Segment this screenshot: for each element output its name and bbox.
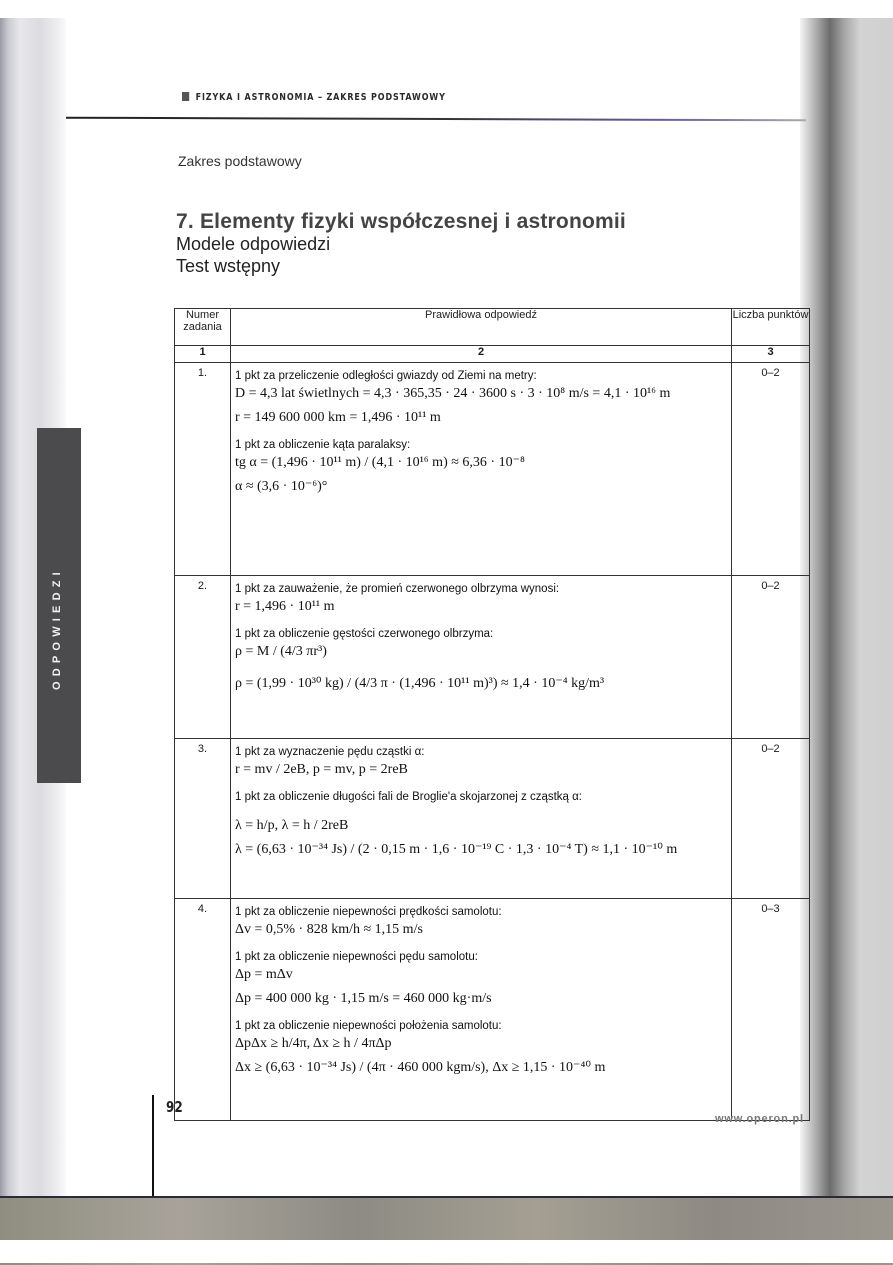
- square-bullet-icon: [182, 92, 189, 101]
- task-number: 3.: [175, 739, 231, 899]
- scan-margin-top: [0, 0, 893, 18]
- running-head: [182, 92, 446, 103]
- answer-cell: [231, 363, 732, 576]
- col-index-1: 1: [175, 346, 231, 363]
- task-number: 1.: [175, 363, 231, 576]
- equation: tg α = (1,496 · 10¹¹ m) / (4,1 · 10¹⁶ m) ≈ 6,36 · 10⁻⁸: [235, 455, 525, 470]
- criterion: 1 pkt za wyznaczenie pędu cząstki α:: [235, 746, 425, 758]
- equation: D = 4,3 lat świetlnych = 4,3 · 365,35 · 24 · 3600 s · 3 · 10⁸ m/s = 4,1 · 10¹⁶ m: [235, 386, 671, 401]
- criterion: 1 pkt za przeliczenie odległości gwiazdy od Ziemi na metry:: [235, 370, 537, 382]
- equation: ρ = (1,99 · 10³⁰ kg) / (4/3 π · (1,496 · 10¹¹ m)³) ≈ 1,4 · 10⁻⁴ kg/m³: [235, 676, 605, 691]
- points-range: 0–2: [732, 363, 810, 576]
- table-header-row: [175, 309, 810, 346]
- equation: ΔpΔx ≥ h/4π, Δx ≥ h / 4πΔp: [235, 1036, 392, 1051]
- book-spine-shadow: [800, 18, 893, 1198]
- criterion: 1 pkt za obliczenie gęstości czerwonego olbrzyma:: [235, 628, 494, 640]
- footer-rule: [152, 1095, 154, 1198]
- table-row: [175, 899, 810, 1121]
- scan-margin-bottom: [0, 1240, 893, 1263]
- criterion: 1 pkt za obliczenie długości fali de Broglie'a skojarzonej z cząstką α:: [235, 791, 582, 803]
- task-number: 4.: [175, 899, 231, 1121]
- col-header-number: Numer zadania: [175, 309, 231, 346]
- equation: λ = (6,63 · 10⁻³⁴ Js) / (2 · 0,15 m · 1,6 · 10⁻¹⁹ C · 1,3 · 10⁻⁴ T) ≈ 1,1 · 10⁻¹⁰ m: [235, 842, 678, 857]
- running-head-text: FIZYKA I ASTRONOMIA – ZAKRES PODSTAWOWY: [195, 92, 446, 103]
- points-range: 0–2: [732, 739, 810, 899]
- equation: r = mv / 2eB, p = mv, p = 2reB: [235, 762, 408, 777]
- column-index-row: [175, 346, 810, 363]
- equation: λ = h/p, λ = h / 2reB: [235, 818, 349, 833]
- col-header-points: Liczba punktów: [732, 309, 810, 346]
- equation: Δx ≥ (6,63 · 10⁻³⁴ Js) / (4π · 460 000 kgm/s), Δx ≥ 1,15 · 10⁻⁴⁰ m: [235, 1060, 606, 1075]
- answer-cell: [231, 899, 732, 1121]
- task-number: 2.: [175, 576, 231, 739]
- equation: Δp = mΔv: [235, 967, 293, 982]
- points-range: 0–3: [732, 899, 810, 1121]
- criterion: 1 pkt za obliczenie niepewności prędkości samolotu:: [235, 906, 502, 918]
- table-row: [175, 576, 810, 739]
- criterion: 1 pkt za zauważenie, że promień czerwonego olbrzyma wynosi:: [235, 583, 560, 595]
- answers-table: [174, 308, 810, 1121]
- col-header-answer: Prawidłowa odpowiedź: [231, 309, 732, 346]
- page-number: 92: [166, 1098, 183, 1116]
- equation: r = 149 600 000 km = 1,496 · 10¹¹ m: [235, 410, 441, 425]
- equation: r = 1,496 · 10¹¹ m: [235, 599, 335, 614]
- publisher-website: www.operon.pl: [715, 1113, 804, 1125]
- table-row: [175, 739, 810, 899]
- criterion: 1 pkt za obliczenie niepewności położenia samolotu:: [235, 1020, 502, 1032]
- answer-cell: [231, 739, 732, 899]
- equation: Δv = 0,5% · 828 km/h ≈ 1,15 m/s: [235, 922, 423, 937]
- range-label: Zakres podstawowy: [178, 153, 302, 169]
- criterion: 1 pkt za obliczenie kąta paralaksy:: [235, 439, 411, 451]
- equation: α ≈ (3,6 · 10⁻⁶)°: [235, 479, 328, 494]
- equation: Δp = 400 000 kg · 1,15 m/s = 460 000 kg·m/s: [235, 991, 492, 1006]
- chapter-title: 7. Elementy fizyki współczesnej i astronomii: [176, 210, 626, 233]
- subtitle-models: Modele odpowiedzi: [176, 234, 331, 254]
- criterion: 1 pkt za obliczenie niepewności pędu samolotu:: [235, 951, 478, 963]
- answer-cell: [231, 576, 732, 739]
- col-index-2: 2: [231, 346, 732, 363]
- table-row: [175, 363, 810, 576]
- col-index-3: 3: [732, 346, 810, 363]
- points-range: 0–2: [732, 576, 810, 739]
- equation: ρ = M / (4/3 πr³): [235, 644, 327, 659]
- side-tab-label: ODPOWIEDZI: [51, 567, 63, 690]
- subtitle-test: Test wstępny: [176, 256, 281, 276]
